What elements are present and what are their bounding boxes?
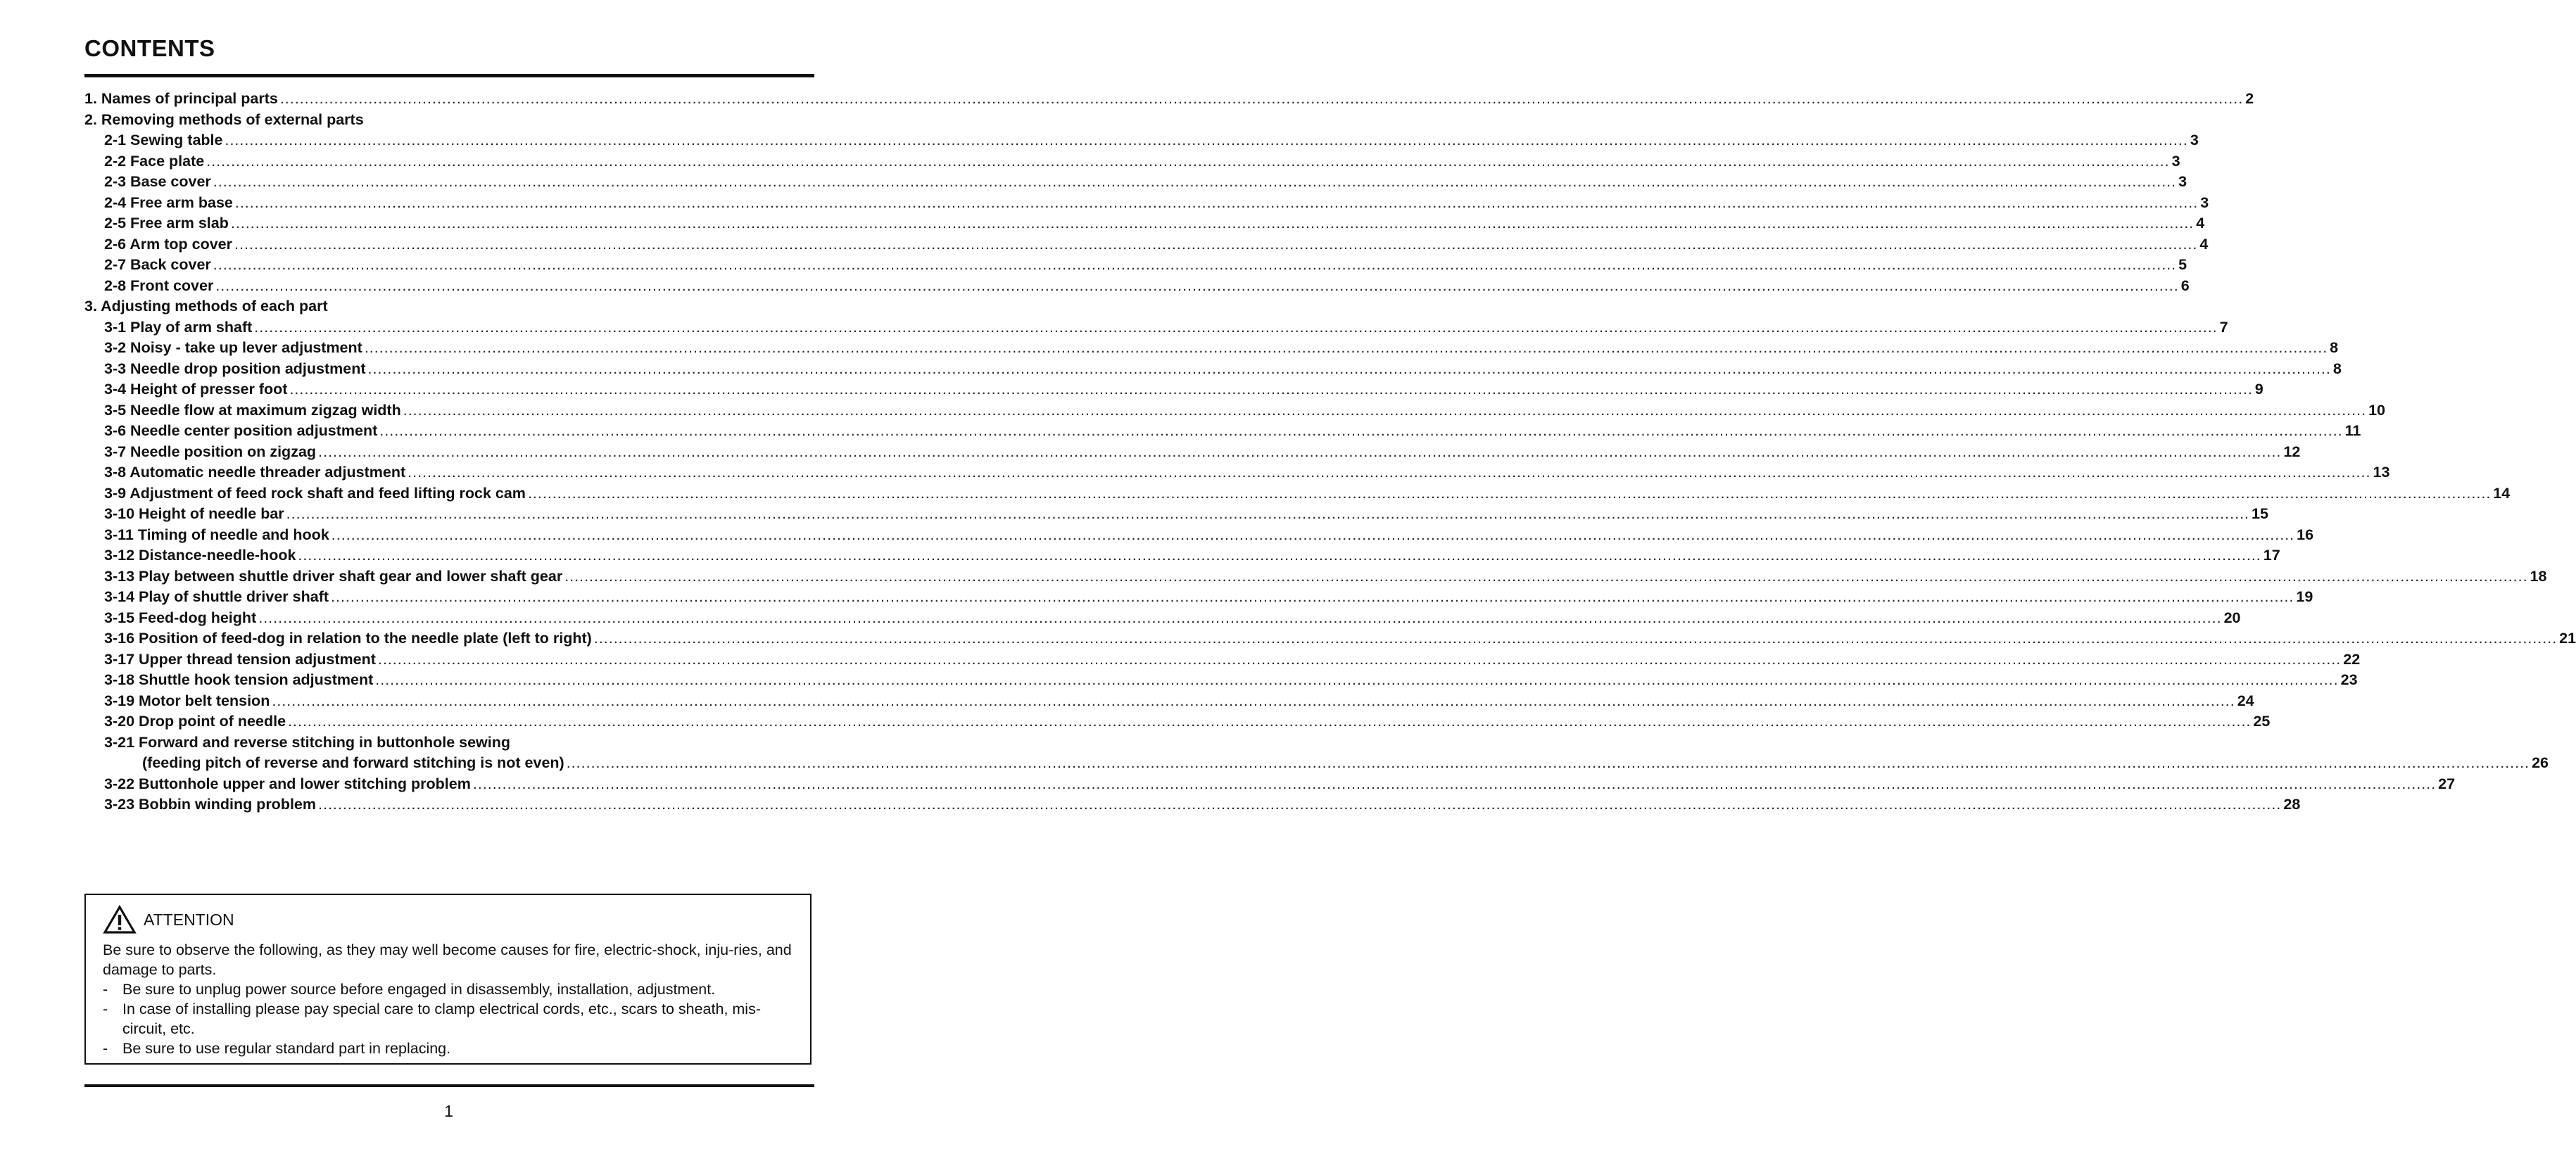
toc-leader-dots: ................................................................................................................................................................................................................................................................................................................................................................................................................ — [331, 526, 2295, 543]
toc-entry-page: 24 — [2237, 692, 2254, 709]
toc-entry — [84, 172, 2187, 193]
bullet-text: Be sure to use regular standard part in replacing. — [122, 1040, 451, 1057]
bullet-dash: - — [103, 981, 108, 998]
toc-entry-label: 3-16 Position of feed-dog in relation to the needle plate (left to right) — [104, 630, 592, 647]
toc-leader-dots: ................................................................................................................................................................................................................................................................................................................................................................................................................ — [213, 256, 2177, 273]
toc-leader-dots: ................................................................................................................................................................................................................................................................................................................................................................................................................ — [318, 443, 2282, 460]
toc-entry-page: 8 — [2330, 339, 2339, 356]
toc-entry — [84, 359, 2342, 380]
toc-entry-page: 28 — [2283, 796, 2301, 813]
top-rule — [84, 74, 814, 77]
attention-body — [103, 940, 793, 1058]
toc-entry-label: 3-4 Height of presser foot — [104, 381, 288, 398]
toc-entry-label: 3-7 Needle position on zigzag — [104, 443, 317, 460]
toc-leader-dots: ................................................................................................................................................................................................................................................................................................................................................................................................................ — [225, 132, 2188, 148]
attention-intro: Be sure to observe the following, as they may well become causes for fire, electric-shock, inju-ries, and damage to parts. — [103, 941, 792, 978]
toc-leader-dots: ................................................................................................................................................................................................................................................................................................................................................................................................................ — [364, 339, 2328, 356]
toc-entry-page: 3 — [2200, 194, 2209, 211]
toc-entry-page: 22 — [2343, 650, 2361, 668]
toc-leader-dots: ................................................................................................................................................................................................................................................................................................................................................................................................................ — [234, 194, 2199, 211]
toc-entry-label: 3-1 Play of arm shaft — [104, 318, 253, 336]
toc-entry-label: 3. Adjusting methods of each part — [84, 298, 328, 315]
toc-entry — [84, 442, 2301, 463]
attention-bullet — [103, 1039, 793, 1058]
toc-leader-dots: ................................................................................................................................................................................................................................................................................................................................................................................................................ — [258, 609, 2222, 626]
page-title: CONTENTS — [84, 35, 215, 61]
toc-leader-dots: ................................................................................................................................................................................................................................................................................................................................................................................................................ — [527, 484, 2492, 502]
toc-entry-label: 2-7 Back cover — [104, 256, 211, 273]
toc-entry — [84, 276, 2190, 297]
toc-leader-dots: ................................................................................................................................................................................................................................................................................................................................................................................................................ — [367, 360, 2331, 377]
toc-entry — [84, 794, 2301, 816]
toc-entry — [84, 545, 2280, 566]
toc-entry — [84, 338, 2339, 359]
toc-entry — [84, 151, 2180, 172]
toc-entry — [84, 691, 2254, 712]
toc-entry-page: 21 — [2559, 630, 2576, 647]
toc-leader-dots: ................................................................................................................................................................................................................................................................................................................................................................................................................ — [403, 401, 2367, 419]
toc-entry-label: 3-13 Play between shuttle driver shaft gear and lower shaft gear — [104, 567, 563, 585]
attention-bullet — [103, 999, 793, 1039]
toc-entry-label: 2-5 Free arm slab — [104, 215, 229, 231]
attention-bullet — [103, 979, 793, 999]
toc-entry-label: 3-5 Needle flow at maximum zigzag width — [104, 401, 401, 419]
toc-entry — [84, 400, 2385, 421]
toc-entry-label: 1. Names of principal parts — [84, 90, 278, 107]
toc-entry-label: 3-3 Needle drop position adjustment — [104, 360, 366, 377]
toc-entry — [84, 462, 2390, 483]
toc-entry-page: 23 — [2340, 671, 2358, 688]
toc-entry — [84, 711, 2271, 732]
toc-leader-dots: ................................................................................................................................................................................................................................................................................................................................................................................................................ — [408, 464, 2371, 481]
toc-entry — [84, 234, 2209, 255]
toc-entry-page: 3 — [2171, 152, 2180, 170]
toc-entry-page: 10 — [2368, 401, 2385, 419]
toc-entry-page: 11 — [2344, 422, 2361, 439]
toc-leader-dots: ................................................................................................................................................................................................................................................................................................................................................................................................................ — [472, 775, 2437, 792]
bottom-rule — [84, 1084, 814, 1087]
toc-leader-dots: ................................................................................................................................................................................................................................................................................................................................................................................................................ — [564, 567, 2528, 585]
toc-leader-dots: ................................................................................................................................................................................................................................................................................................................................................................................................................ — [234, 235, 2198, 253]
toc-entry — [84, 379, 2264, 400]
toc-entry — [84, 296, 812, 317]
toc-entry — [84, 649, 2361, 671]
toc-entry — [84, 670, 2358, 691]
toc-entry — [84, 421, 2361, 442]
toc-entry-page: 20 — [2223, 609, 2241, 626]
toc-entry-label: 3-12 Distance-needle-hook — [104, 547, 296, 564]
toc-leader-dots: ................................................................................................................................................................................................................................................................................................................................................................................................................ — [272, 692, 2235, 709]
toc-entry-page: 16 — [2297, 526, 2314, 543]
toc-leader-dots: ................................................................................................................................................................................................................................................................................................................................................................................................................ — [298, 547, 2261, 564]
toc-entry-label: 3-6 Needle center position adjustment — [104, 422, 378, 439]
toc-entry — [84, 587, 2313, 608]
toc-entry-page: 5 — [2178, 256, 2187, 273]
toc-entry-label: 2-4 Free arm base — [104, 194, 233, 211]
toc-entry — [84, 608, 2241, 629]
toc-entry-label: 2-2 Face plate — [104, 152, 205, 170]
toc-entry-label: 3-2 Noisy - take up lever adjustment — [104, 339, 362, 356]
toc-entry-label: 3-11 Timing of needle and hook — [104, 526, 329, 543]
toc-entry-label: 3-22 Buttonhole upper and lower stitching problem — [104, 775, 471, 792]
toc-entry-page: 3 — [2190, 132, 2199, 148]
toc-entry-page: 15 — [2252, 505, 2268, 522]
toc-entry-page: 3 — [2178, 173, 2187, 190]
toc-entry-page: 4 — [2199, 235, 2209, 253]
toc-leader-dots: ................................................................................................................................................................................................................................................................................................................................................................................................................ — [230, 215, 2195, 231]
toc-entry-page: 19 — [2296, 588, 2313, 605]
toc-entry-label: 3-8 Automatic needle threader adjustment — [104, 464, 406, 481]
toc-entry-label: 3-20 Drop point of needle — [104, 713, 286, 730]
toc-entry-page: 9 — [2254, 381, 2264, 398]
toc-entry-page: 6 — [2180, 277, 2190, 294]
toc-entry — [84, 255, 2187, 276]
bullet-dash: - — [103, 1040, 108, 1057]
toc-leader-dots: ................................................................................................................................................................................................................................................................................................................................................................................................................ — [318, 796, 2282, 813]
toc-leader-dots: ................................................................................................................................................................................................................................................................................................................................................................................................................ — [379, 422, 2343, 439]
toc-leader-dots: ................................................................................................................................................................................................................................................................................................................................................................................................................ — [377, 650, 2342, 668]
toc-entry — [84, 317, 2228, 338]
toc-entry — [84, 213, 2205, 234]
toc-entry — [84, 193, 2209, 214]
toc-entry — [84, 483, 2511, 505]
toc-leader-dots: ................................................................................................................................................................................................................................................................................................................................................................................................................ — [375, 671, 2339, 688]
bullet-text: In case of installing please pay special care to clamp electrical cords, etc., scars to sheath, mis-circuit, etc. — [122, 1001, 761, 1037]
toc-entry-page: 18 — [2530, 567, 2547, 585]
attention-title: ATTENTION — [144, 910, 234, 929]
toc-entry — [84, 774, 2456, 795]
toc-entry-label: (feeding pitch of reverse and forward stitching is not even) — [142, 754, 564, 771]
toc-entry — [84, 504, 2268, 525]
toc-entry-page: 8 — [2332, 360, 2342, 377]
toc-entry-label: 2-6 Arm top cover — [104, 235, 233, 253]
toc-entry-page: 2 — [2245, 90, 2254, 107]
toc-leader-dots: ................................................................................................................................................................................................................................................................................................................................................................................................................ — [213, 173, 2177, 190]
toc-entry-label: 3-18 Shuttle hook tension adjustment — [104, 671, 374, 688]
toc-entry-label: 2. Removing methods of external parts — [84, 110, 364, 128]
toc-entry — [84, 110, 812, 131]
toc-entry-label: 2-8 Front cover — [104, 277, 214, 294]
bullet-dash: - — [103, 1001, 108, 1017]
toc-entry-page: 25 — [2253, 713, 2271, 730]
toc-entry-label: 3-23 Bobbin winding problem — [104, 796, 316, 813]
toc-leader-dots: ................................................................................................................................................................................................................................................................................................................................................................................................................ — [288, 713, 2252, 730]
toc-entry — [84, 753, 2549, 774]
toc-entry-page: 14 — [2493, 484, 2511, 502]
toc-leader-dots: ................................................................................................................................................................................................................................................................................................................................................................................................................ — [254, 318, 2218, 336]
toc-entry-label: 3-19 Motor belt tension — [104, 692, 270, 709]
toc-entry-page: 13 — [2373, 464, 2390, 481]
toc-entry-page: 12 — [2283, 443, 2301, 460]
toc-leader-dots: ................................................................................................................................................................................................................................................................................................................................................................................................................ — [206, 152, 2170, 170]
toc-entry-page: 17 — [2263, 547, 2280, 564]
attention-header — [103, 905, 234, 934]
attention-box — [84, 894, 812, 1065]
toc-leader-dots: ................................................................................................................................................................................................................................................................................................................................................................................................................ — [566, 754, 2530, 771]
toc-entry-label: 2-1 Sewing table — [104, 132, 223, 148]
toc-leader-dots: ................................................................................................................................................................................................................................................................................................................................................................................................................ — [286, 505, 2250, 522]
toc-entry-label: 2-3 Base cover — [104, 173, 211, 190]
toc-entry-page: 27 — [2438, 775, 2456, 792]
toc-entry — [84, 89, 2254, 110]
bullet-text: Be sure to unplug power source before engaged in disassembly, installation, adjustment. — [122, 981, 716, 998]
toc-entry-label: 3-10 Height of needle bar — [104, 505, 284, 522]
toc-leader-dots: ................................................................................................................................................................................................................................................................................................................................................................................................................ — [289, 381, 2253, 398]
table-of-contents — [84, 89, 2576, 816]
toc-entry-page: 26 — [2532, 754, 2549, 771]
toc-entry-label: 3-21 Forward and reverse stitching in buttonhole sewing — [104, 733, 511, 751]
toc-entry-label: 3-9 Adjustment of feed rock shaft and feed lifting rock cam — [104, 484, 526, 502]
toc-entry-label: 3-14 Play of shuttle driver shaft — [104, 588, 329, 605]
warning-triangle-icon — [103, 905, 137, 934]
toc-entry — [84, 628, 2576, 649]
toc-leader-dots: ................................................................................................................................................................................................................................................................................................................................................................................................................ — [279, 90, 2244, 107]
toc-entry — [84, 130, 2199, 151]
toc-leader-dots: ................................................................................................................................................................................................................................................................................................................................................................................................................ — [593, 630, 2558, 647]
toc-entry — [84, 566, 2547, 588]
toc-leader-dots: ................................................................................................................................................................................................................................................................................................................................................................................................................ — [215, 277, 2179, 294]
toc-leader-dots: ................................................................................................................................................................................................................................................................................................................................................................................................................ — [331, 588, 2294, 605]
toc-entry-label: 3-17 Upper thread tension adjustment — [104, 650, 376, 668]
toc-entry-page: 7 — [2219, 318, 2228, 336]
toc-entry-label: 3-15 Feed-dog height — [104, 609, 257, 626]
toc-entry — [84, 525, 2314, 546]
toc-entry-page: 4 — [2196, 215, 2205, 231]
page-number: 1 — [444, 1102, 453, 1120]
toc-entry — [84, 732, 812, 754]
